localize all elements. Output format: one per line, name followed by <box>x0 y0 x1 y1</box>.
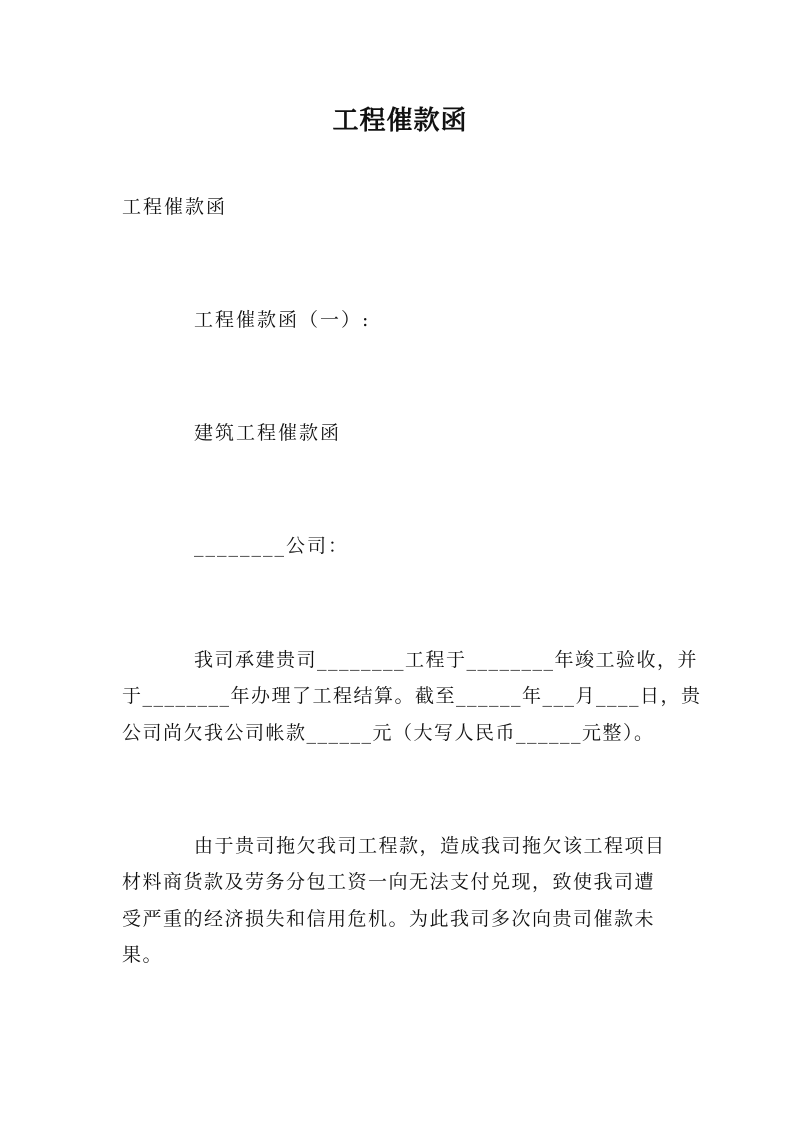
paragraph-line: 材料商货款及劳务分包工资一向无法支付兑现，致使我司遭 <box>122 871 656 893</box>
paragraph-line: 果。 <box>122 944 164 966</box>
salutation: ________公司： <box>194 535 350 557</box>
paragraph-line: 由于贵司拖欠我司工程款，造成我司拖欠该工程项目 <box>194 835 666 857</box>
paragraph-line: 于________年办理了工程结算。截至______年___月____日，贵 <box>122 685 702 707</box>
paragraph-line: 公司尚欠我公司帐款______元（大写人民币______元整）。 <box>122 722 655 744</box>
document-title: 工程催款函 <box>332 106 468 136</box>
paragraph-line: 受严重的经济损失和信用危机。为此我司多次向贵司催款未 <box>122 908 656 930</box>
letter-title: 建筑工程催款函 <box>194 422 342 444</box>
paragraph-line: 我司承建贵司________工程于________年竣工验收，并 <box>194 649 699 671</box>
section-heading: 工程催款函（一）: <box>194 309 371 331</box>
document-subtitle: 工程催款函 <box>122 196 228 218</box>
